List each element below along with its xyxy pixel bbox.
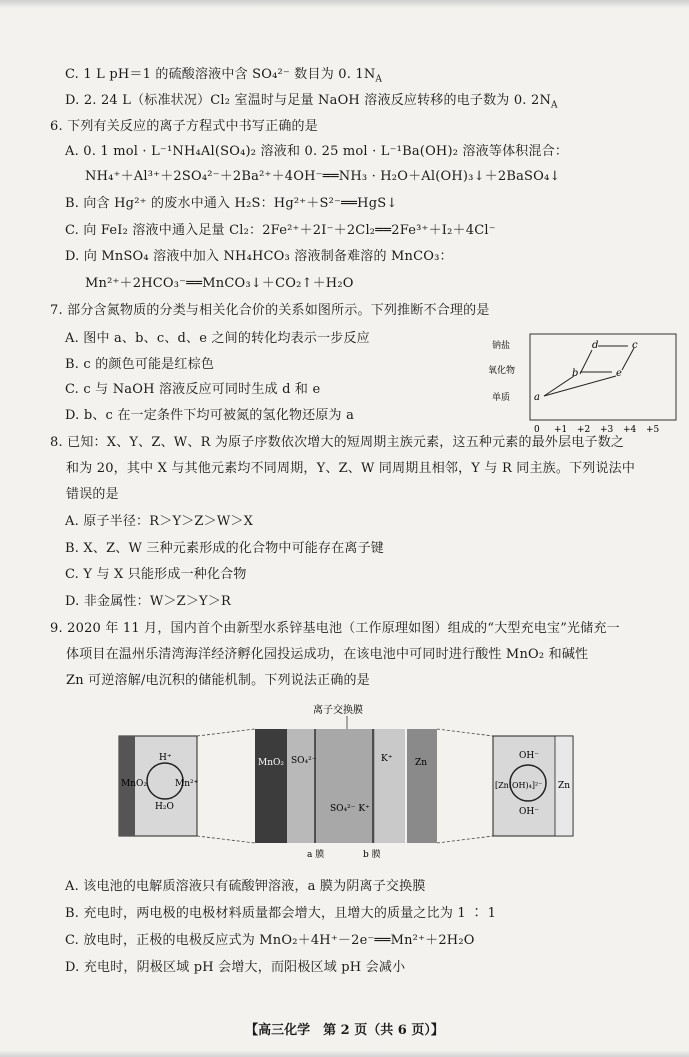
mno2-electrode <box>255 729 287 843</box>
point-d: d <box>592 340 599 351</box>
option-5d: D. 2. 24 L（标准状况）Cl₂ 室温时与足量 NaOH 溶液反应转移的电子数为 0. $2N_A$ <box>65 93 558 111</box>
diagram-frame <box>530 334 676 420</box>
option-8d: D. 非金属性：W＞Z＞Y＞R <box>65 594 231 609</box>
question-7: 7. 部分含氮物质的分类与相关化合价的关系如图所示。下列推断不合理的是 <box>50 303 490 318</box>
option-9a: A. 该电池的电解质溶液只有硫酸钾溶液，a 膜为阴离子交换膜 <box>65 879 426 894</box>
left-mn-label: Mn²⁺ <box>175 779 199 789</box>
left-mno2-label: MnO₂ <box>121 779 147 789</box>
membrane-label: 离子交换膜 <box>313 705 363 716</box>
x-tick-5: +5 <box>646 425 660 435</box>
option-9d: D. 充电时，阴极区域 pH 会增大，而阳极区域 pH 会减小 <box>65 960 406 975</box>
option-7a: A. 图中 a、b、c、d、e 之间的转化均表示一步反应 <box>65 331 370 346</box>
point-e: e <box>616 368 622 379</box>
question-9-line1: 9. 2020 年 11 月，国内首个由新型水系锌基电池（工作原理如图）组成的“大型充电宝”光储充一 <box>50 621 620 636</box>
question-9-line2: 体项目在温州乐清湾海洋经济孵化园投运成功，在该电池中可同时进行酸性 MnO₂ 和碱性 <box>66 647 589 662</box>
option-9c: C. 放电时，正极的电极反应式为 MnO₂＋4H⁺－2e⁻══Mn²⁺＋2H₂O <box>65 933 475 948</box>
option-6d-equation: Mn²⁺＋2HCO₃⁻══MnCO₃↓＋CO₂↑＋H₂O <box>85 276 354 291</box>
question-9-line3: Zn 可逆溶解/电沉积的储能机制。下列说法正确的是 <box>66 673 370 688</box>
option-8c: C. Y 与 X 只能形成一种化合物 <box>65 567 247 582</box>
option-6b: B. 向含 Hg²⁺ 的废水中通入 H₂S：Hg²⁺＋S²⁻══HgS↓ <box>65 196 398 211</box>
arrow-a-b <box>544 376 574 396</box>
question-8-line1: 8. 已知：X、Y、Z、W、R 为原子序数依次增大的短周期主族元素，这五种元素的最外层电子数之 <box>50 435 625 450</box>
right-zn-label: Zn <box>558 781 571 791</box>
point-a: a <box>534 392 540 403</box>
right-oh2-label: OH⁻ <box>519 807 539 817</box>
nitrogen-valence-diagram <box>488 332 680 436</box>
battery-diagram <box>115 703 580 861</box>
bottom-edge <box>0 1050 689 1057</box>
b-membrane-label: b 膜 <box>363 850 381 860</box>
x-tick-0: 0 <box>534 425 540 435</box>
option-7b: B. c 的颜色可能是红棕色 <box>65 357 215 372</box>
right-zoom-line-top <box>437 729 493 736</box>
option-8b: B. X、Z、W 三种元素形成的化合物中可能存在离子键 <box>65 541 384 556</box>
arrow-b-d <box>580 350 592 374</box>
point-c: c <box>632 340 638 351</box>
ylabel-oxide: 氧化物 <box>488 366 516 376</box>
ylabel-sodium-salt: 钠盐 <box>492 341 511 351</box>
question-6: 6. 下列有关反应的离子方程式中书写正确的是 <box>50 119 318 134</box>
option-7c: C. c 与 NaOH 溶液反应可同时生成 d 和 e <box>65 382 321 397</box>
arrow-e-c <box>622 348 634 370</box>
option-5c: C. 1 L pH＝1 的硫酸溶液中含 SO₄²⁻ 数目为 0. $1N_A$ <box>65 67 383 85</box>
question-8-line3: 错误的是 <box>66 487 119 502</box>
left-h2o-label: H₂O <box>155 802 174 812</box>
option-6c: C. 向 FeI₂ 溶液中通入足量 Cl₂：2Fe²⁺＋2I⁻＋2Cl₂══2Fe³⁺＋I₂＋4Cl⁻ <box>65 223 496 238</box>
option-6a-equation: NH₄⁺＋Al³⁺＋2SO₄²⁻＋2Ba²⁺＋4OH⁻══NH₃ · H₂O＋Al(OH)₃↓＋2BaSO₄↓ <box>85 169 561 184</box>
zn-electrode-label: Zn <box>415 758 428 768</box>
right-complex-label: [Zn(OH)₄]²⁻ <box>495 781 543 790</box>
mno2-electrode-label: MnO₂ <box>258 758 284 768</box>
so4-label-left: SO₄²⁻ <box>291 756 317 766</box>
a-membrane-label: a 膜 <box>307 850 325 860</box>
question-8-line2: 和为 20，其中 X 与其他元素均不同周期，Y、Z、W 同周期且相邻，Y 与 R 同主族。下列说法中 <box>66 461 636 476</box>
page-footer: 【高三化学 第 2 页（共 6 页）】 <box>245 1023 444 1038</box>
alkaline-chamber <box>375 729 405 843</box>
zn-electrode <box>407 729 437 843</box>
k-label: K⁺ <box>381 754 393 764</box>
option-8a: A. 原子半径：R＞Y＞Z＞W＞X <box>65 514 254 529</box>
ylabel-element: 单质 <box>492 393 511 403</box>
option-6a: A. 0. 1 mol · L⁻¹NH₄Al(SO₄)₂ 溶液和 0. 25 mol · L⁻¹Ba(OH)₂ 溶液等体积混合： <box>65 144 569 159</box>
x-tick-2: +2 <box>577 425 591 435</box>
point-b: b <box>572 368 579 379</box>
option-7d: D. b、c 在一定条件下均可被氮的氢化物还原为 a <box>65 408 355 423</box>
left-zoom-line-top <box>197 729 255 736</box>
right-oh-label: OH⁻ <box>519 751 539 761</box>
top-edge <box>0 0 689 8</box>
x-tick-4: +4 <box>623 425 637 435</box>
x-tick-3: +3 <box>600 425 614 435</box>
left-zoom-line-bottom <box>197 836 255 843</box>
arrow-a-e <box>544 376 616 396</box>
left-h-label: H⁺ <box>159 753 172 763</box>
k2so4-chamber <box>315 729 375 843</box>
option-6d: D. 向 MnSO₄ 溶液中加入 NH₄HCO₃ 溶液制备难溶的 MnCO₃： <box>65 249 453 264</box>
right-zoom-line-bottom <box>437 836 493 843</box>
so4-k-label: SO₄²⁻ K⁺ <box>330 804 370 814</box>
x-tick-1: +1 <box>554 425 568 435</box>
option-9b: B. 充电时，两电极的电极材料质量都会增大，且增大的质量之比为 1 ∶ 1 <box>65 906 497 921</box>
